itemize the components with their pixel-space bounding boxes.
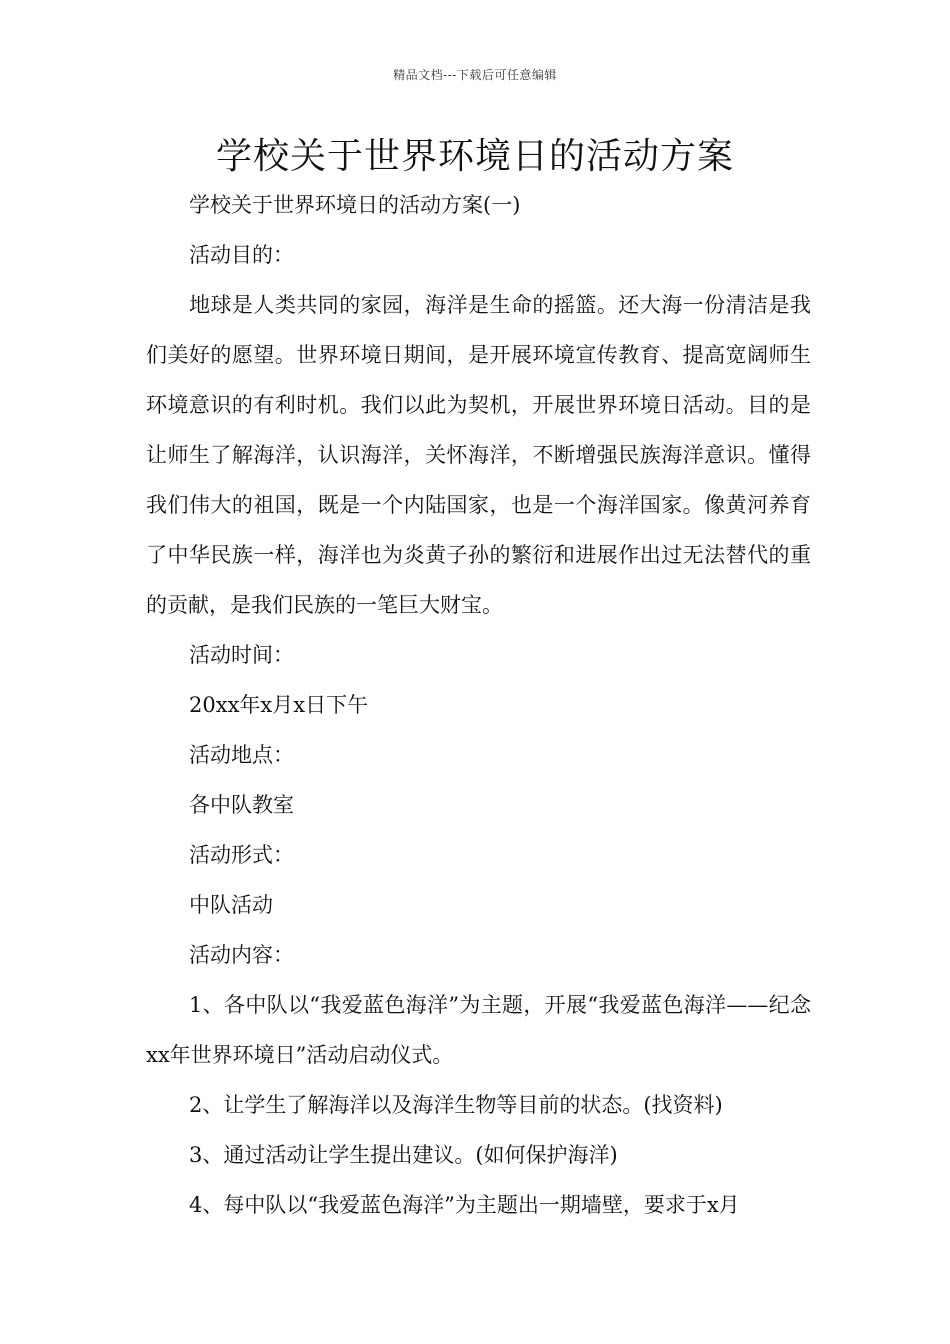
purpose-paragraph: 地球是人类共同的家园，海洋是生命的摇篮。还大海一份清洁是我们美好的愿望。世界环境日期间，是开展环境宣传教育、提高宽阔师生环境意识的有利时机。我们以此为契机，开展世界环境日活动。目的是让师生了解海洋，认识海洋，关怀海洋，不断增强民族海洋意识。懂得我们伟大的祖国，既是一个内陆国家，也是一个海洋国家。像黄河养育了中华民族一样，海洋也为炎黄子孙的繁衍和进展作出过无法替代的重的贡献，是我们民族的一笔巨大财宝。 xyxy=(146,293,811,617)
format-value: 中队活动 xyxy=(189,893,273,917)
content-item-1: 1、各中队以“我爱蓝色海洋”为主题，开展“我爱蓝色海洋——纪念xx年世界环境日”活动启动仪式。 xyxy=(146,993,811,1067)
content-item-2: 2、让学生了解海洋以及海洋生物等目前的状态。(找资料) xyxy=(189,1093,723,1117)
subtitle-paragraph: 学校关于世界环境日的活动方案(一) xyxy=(189,193,521,217)
section-heading-purpose: 活动目的： xyxy=(189,243,294,267)
content-item-3: 3、通过活动让学生提出建议。(如何保护海洋) xyxy=(189,1143,618,1167)
time-value: 20xx年x月x日下午 xyxy=(189,693,369,717)
section-heading-location: 活动地点： xyxy=(189,743,294,767)
document-title: 学校关于世界环境日的活动方案 xyxy=(215,136,734,177)
document-header-note: 精品文档---下载后可任意编辑 xyxy=(393,68,557,82)
section-heading-time: 活动时间： xyxy=(189,643,294,667)
location-value: 各中队教室 xyxy=(189,793,294,817)
section-heading-content: 活动内容： xyxy=(189,943,294,967)
content-item-4: 4、每中队以“我爱蓝色海洋”为主题出一期墙壁，要求于x月 xyxy=(189,1193,740,1217)
section-heading-format: 活动形式： xyxy=(189,843,294,867)
document-body xyxy=(146,180,811,1230)
